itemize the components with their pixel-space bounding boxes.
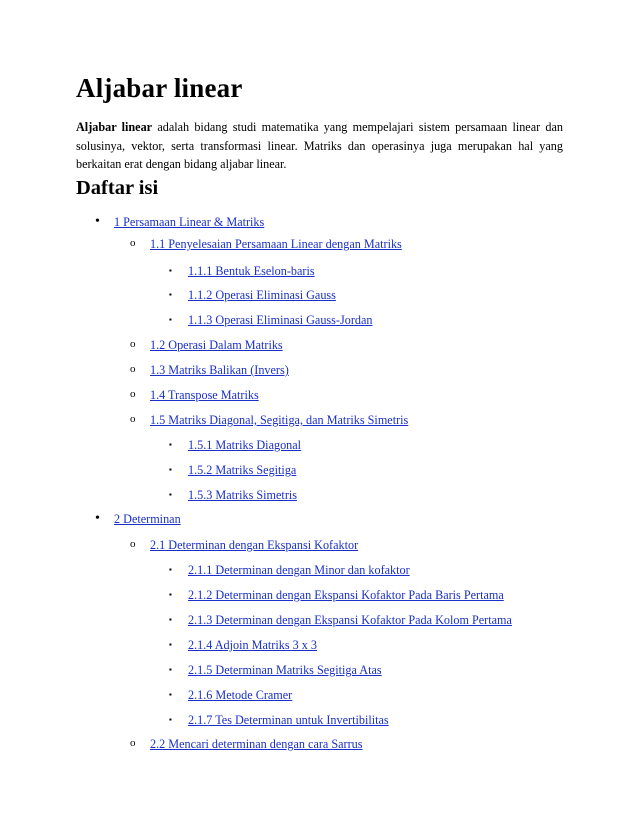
toc-link[interactable]: 1.1.3 Operasi Eliminasi Gauss-Jordan bbox=[188, 313, 373, 327]
toc-bullet: ▪ bbox=[169, 490, 172, 499]
toc-item bbox=[169, 486, 298, 504]
toc-item bbox=[169, 461, 297, 479]
toc-link[interactable]: 1.2 Operasi Dalam Matriks bbox=[150, 338, 283, 352]
toc-link[interactable]: 2.1.5 Determinan Matriks Segitiga Atas bbox=[188, 663, 382, 677]
toc-item bbox=[169, 686, 293, 704]
toc-bullet: o bbox=[130, 338, 136, 350]
toc-item bbox=[169, 286, 336, 304]
toc-bullet: o bbox=[130, 363, 136, 375]
toc-item bbox=[130, 735, 363, 753]
toc-bullet: ▪ bbox=[169, 565, 172, 574]
toc-item bbox=[169, 611, 512, 629]
toc-link[interactable]: 2.1.6 Metode Cramer bbox=[188, 688, 293, 702]
toc-item bbox=[95, 213, 265, 231]
toc-item bbox=[169, 711, 389, 729]
toc-link[interactable]: 2.1.4 Adjoin Matriks 3 x 3 bbox=[188, 638, 317, 652]
toc-bullet: ▪ bbox=[169, 315, 172, 324]
toc-bullet: ▪ bbox=[169, 440, 172, 449]
toc-link[interactable]: 2.1.7 Tes Determinan untuk Invertibilitas bbox=[188, 713, 389, 727]
toc-bullet: o bbox=[130, 388, 136, 400]
toc-link[interactable]: 1 Persamaan Linear & Matriks bbox=[114, 215, 265, 229]
toc-heading: Daftar isi bbox=[76, 177, 159, 199]
toc-item bbox=[130, 361, 289, 379]
toc-item bbox=[169, 436, 302, 454]
toc-link[interactable]: 2 Determinan bbox=[114, 512, 181, 526]
toc-item bbox=[130, 411, 409, 429]
toc-bullet: ▪ bbox=[169, 615, 172, 624]
toc-link[interactable]: 1.5.3 Matriks Simetris bbox=[188, 488, 298, 502]
toc-item bbox=[130, 235, 402, 253]
toc-bullet: ▪ bbox=[169, 690, 172, 699]
toc-bullet: ▪ bbox=[169, 715, 172, 724]
toc-bullet: • bbox=[95, 511, 100, 526]
toc-bullet: ▪ bbox=[169, 590, 172, 599]
toc-link[interactable]: 1.1 Penyelesaian Persamaan Linear dengan Matriks bbox=[150, 237, 402, 251]
toc-link[interactable]: 1.1.2 Operasi Eliminasi Gauss bbox=[188, 288, 336, 302]
toc-item bbox=[130, 336, 283, 354]
intro-text: adalah bidang studi matematika yang mempelajari sistem persamaan linear dan solusinya, vektor, serta transformasi linear. Matriks dan operasinya juga merupakan hal yang berkaitan erat dengan bidang aljabar linear. bbox=[76, 120, 563, 171]
toc-item bbox=[95, 510, 181, 528]
toc-link[interactable]: 1.5 Matriks Diagonal, Segitiga, dan Matriks Simetris bbox=[150, 413, 409, 427]
intro-bold-term: Aljabar linear bbox=[76, 120, 153, 134]
toc-item bbox=[169, 561, 410, 579]
toc-bullet: • bbox=[95, 214, 100, 229]
toc-item bbox=[130, 536, 359, 554]
toc-item bbox=[169, 661, 382, 679]
toc-link[interactable]: 2.1.2 Determinan dengan Ekspansi Kofaktor Pada Baris Pertama bbox=[188, 588, 504, 602]
toc-link[interactable]: 2.2 Mencari determinan dengan cara Sarrus bbox=[150, 737, 363, 751]
toc-bullet: o bbox=[130, 413, 136, 425]
toc-item bbox=[169, 586, 504, 604]
toc-bullet: ▪ bbox=[169, 290, 172, 299]
toc-link[interactable]: 1.1.1 Bentuk Eselon-baris bbox=[188, 264, 315, 278]
toc-item bbox=[130, 386, 259, 404]
toc-link[interactable]: 1.3 Matriks Balikan (Invers) bbox=[150, 363, 289, 377]
toc-link[interactable]: 2.1.3 Determinan dengan Ekspansi Kofaktor Pada Kolom Pertama bbox=[188, 613, 512, 627]
toc-link[interactable]: 1.5.1 Matriks Diagonal bbox=[188, 438, 302, 452]
toc-bullet: ▪ bbox=[169, 665, 172, 674]
toc-item bbox=[169, 262, 315, 280]
toc-link[interactable]: 2.1.1 Determinan dengan Minor dan kofaktor bbox=[188, 563, 410, 577]
page-title: Aljabar linear bbox=[76, 73, 243, 103]
toc-bullet: ▪ bbox=[169, 266, 172, 275]
toc-item bbox=[169, 311, 373, 329]
toc-link[interactable]: 1.5.2 Matriks Segitiga bbox=[188, 463, 297, 477]
toc-bullet: ▪ bbox=[169, 465, 172, 474]
toc-item bbox=[169, 636, 317, 654]
toc-bullet: ▪ bbox=[169, 640, 172, 649]
toc-link[interactable]: 2.1 Determinan dengan Ekspansi Kofaktor bbox=[150, 538, 359, 552]
toc-link[interactable]: 1.4 Transpose Matriks bbox=[150, 388, 259, 402]
toc-bullet: o bbox=[130, 538, 136, 550]
toc-bullet: o bbox=[130, 737, 136, 749]
intro-paragraph bbox=[76, 118, 563, 174]
toc-bullet: o bbox=[130, 237, 136, 249]
